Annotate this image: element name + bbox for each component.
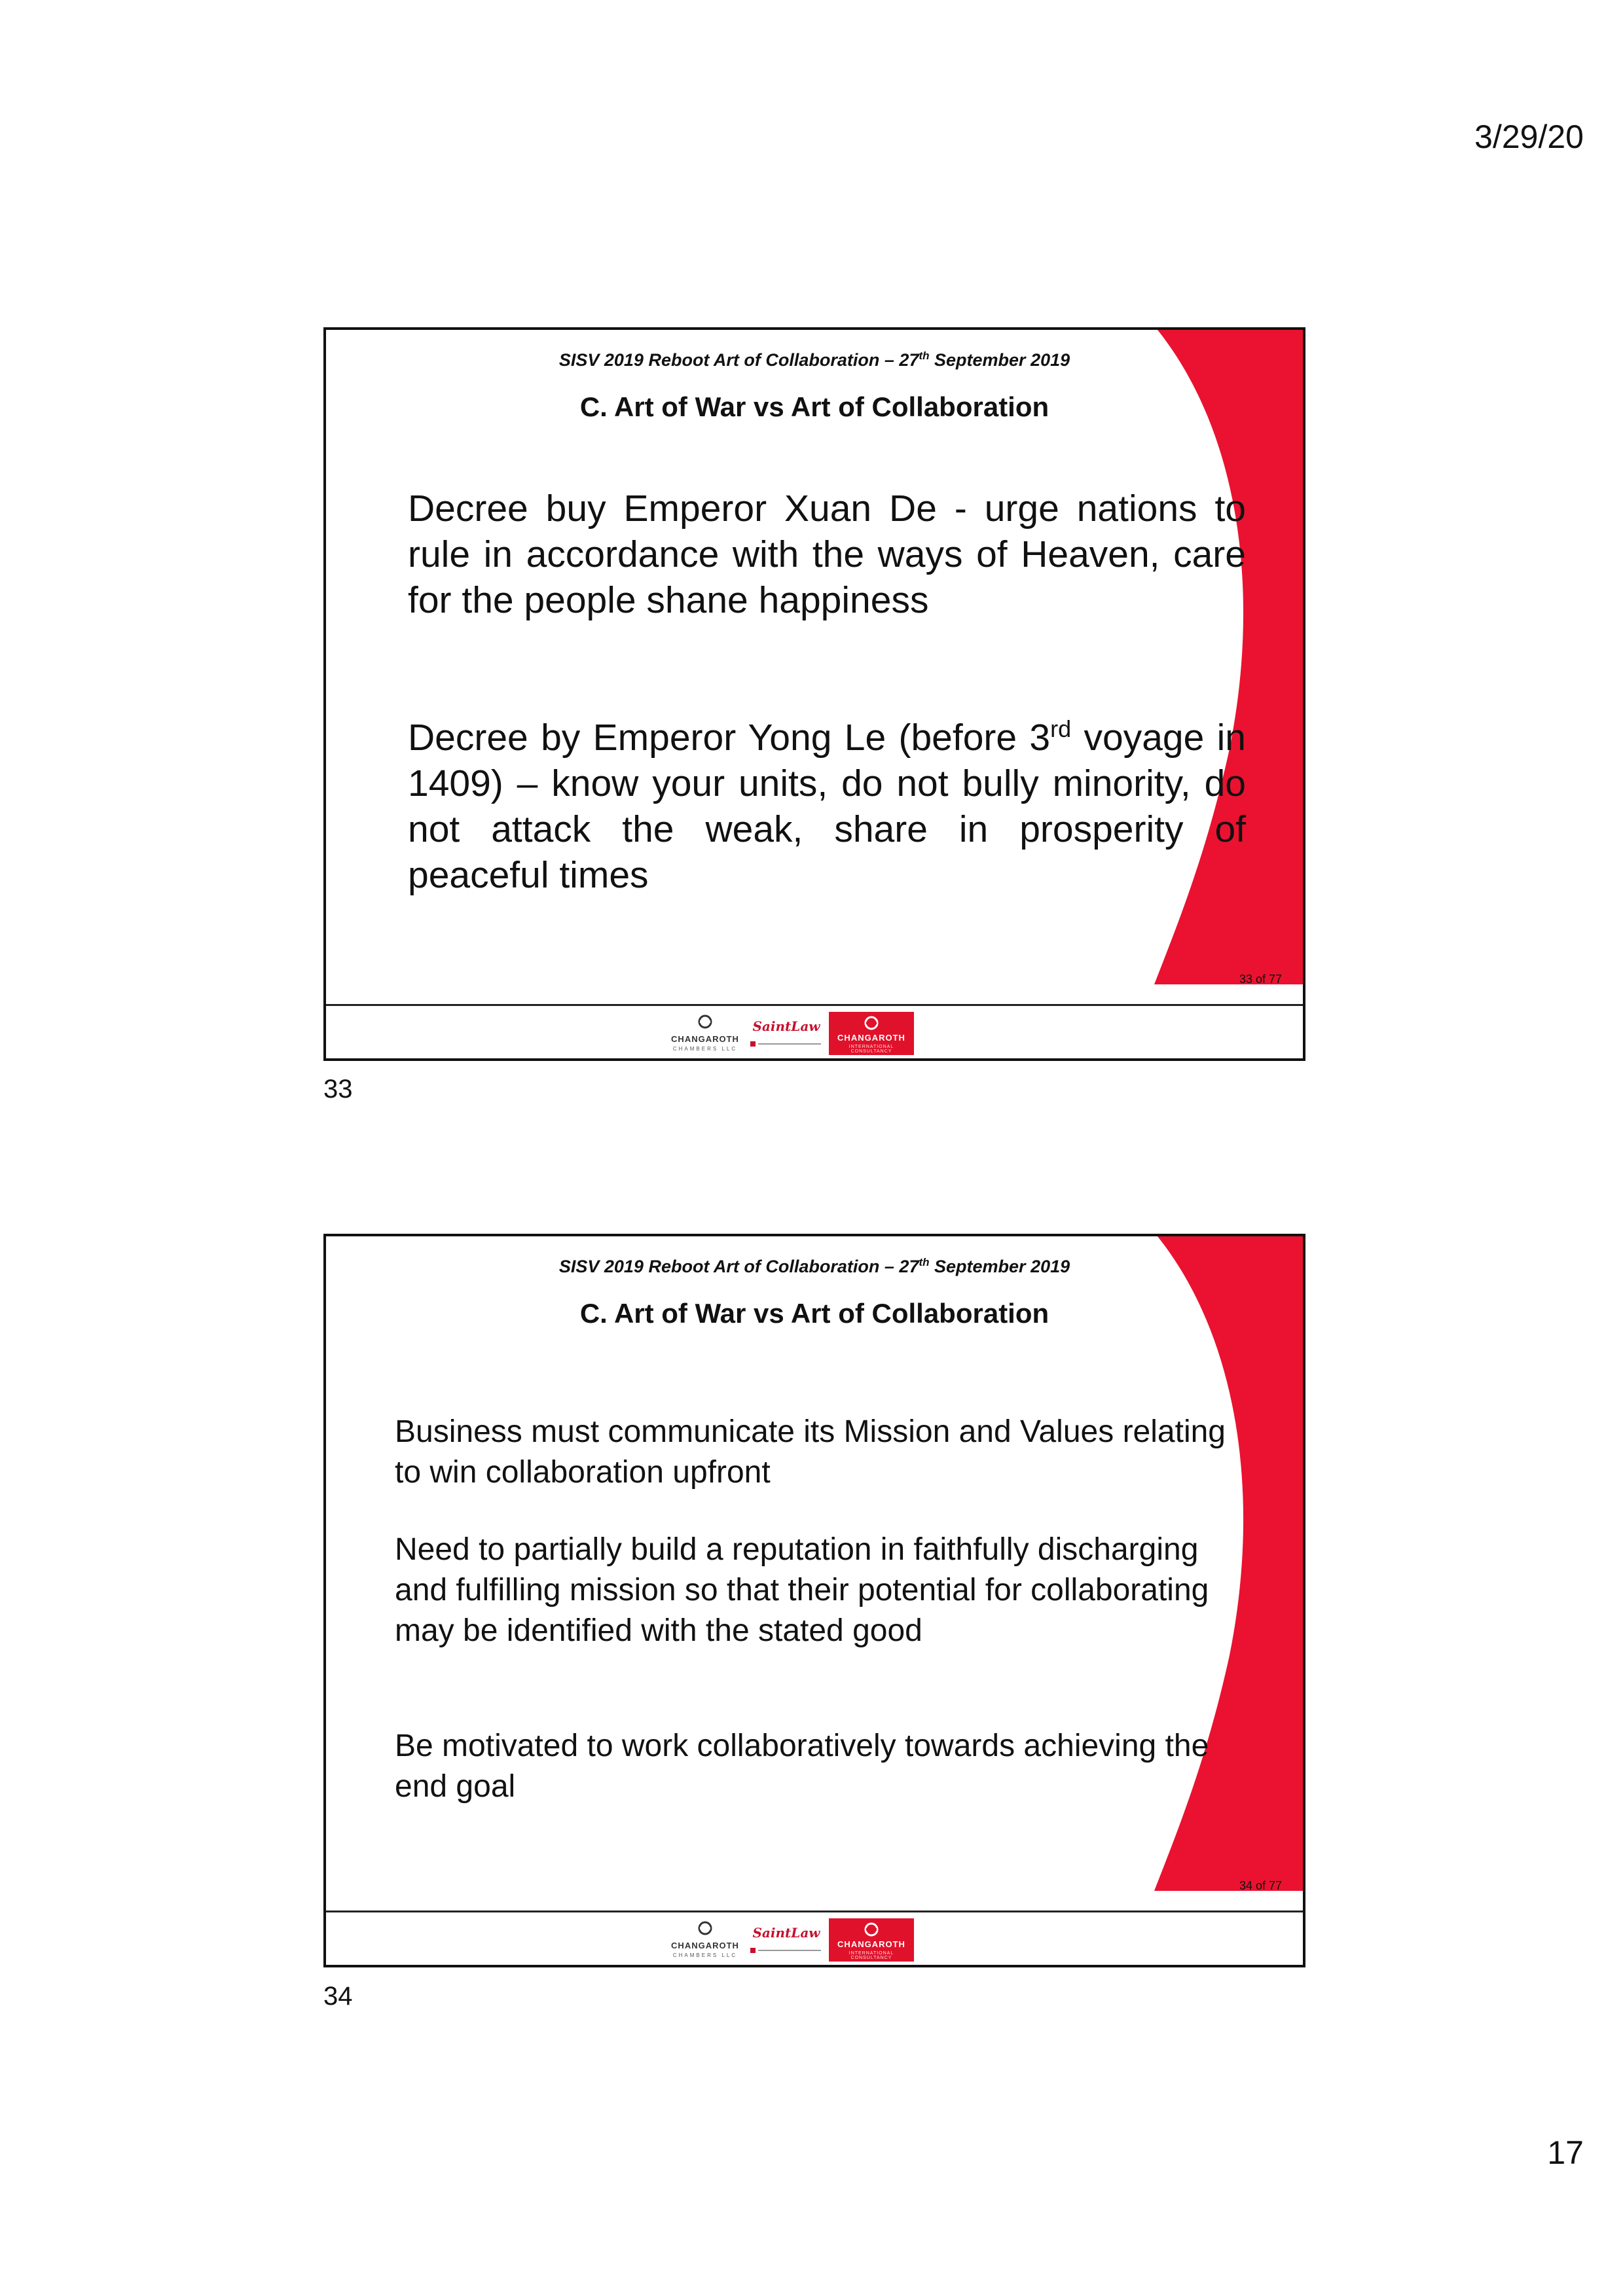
saintlaw-logo-icon: SaintLaw	[748, 1918, 825, 1962]
slide-counter: 34 of 77	[1239, 1879, 1282, 1892]
changaroth-logo-icon: CHANGAROTH CHAMBERS LLC	[666, 1012, 744, 1055]
slide-paragraph: Need to partially build a reputation in faithfully discharging and fulfilling mission so that their potential for collaborating may be identified with the stated good	[395, 1532, 1209, 1648]
slide-header: SISV 2019 Reboot Art of Collaboration – 27th September 2019	[558, 350, 1070, 370]
page-number: 17	[1547, 2134, 1584, 2171]
slide-paragraph: Decree buy Emperor Xuan De - urge nations to rule in accordance with the ways of Heaven, care for the people shane happiness	[408, 488, 1246, 621]
slide-thumbnail	[323, 327, 1305, 1061]
slide-number: 33	[323, 1075, 353, 1103]
red-swoosh-decoration	[326, 330, 1303, 1058]
footer-divider	[326, 1910, 1303, 1912]
slide-thumbnail	[323, 1234, 1305, 1967]
saintlaw-logo-icon: SaintLaw	[748, 1012, 825, 1055]
slide-paragraph: Be motivated to work collaboratively towards achieving the end goal	[395, 1729, 1209, 1804]
changaroth-intl-logo-icon: CHANGAROTH INTERNATIONAL CONSULTANCY	[829, 1012, 914, 1055]
changaroth-logo-icon: CHANGAROTH CHAMBERS LLC	[666, 1918, 744, 1962]
slide-title: C. Art of War vs Art of Collaboration	[579, 391, 1049, 422]
page-date: 3/29/20	[1474, 118, 1584, 155]
slide-counter: 33 of 77	[1239, 973, 1282, 986]
footer-logos	[666, 1012, 928, 1055]
slide-title: C. Art of War vs Art of Collaboration	[579, 1298, 1049, 1329]
slide-number: 34	[323, 1982, 353, 2011]
slide-paragraph: Business must communicate its Mission and Values relating to win collaboration upfront	[395, 1414, 1226, 1490]
footer-divider	[326, 1004, 1303, 1006]
slide-paragraph: Decree by Emperor Yong Le (before 3rd voyage in 1409) – know your units, do not bully minority, do not attack the weak, share in prosperity of peaceful times	[408, 715, 1247, 896]
footer-logos	[666, 1918, 928, 1962]
slide-header: SISV 2019 Reboot Art of Collaboration – 27th September 2019	[558, 1256, 1070, 1276]
changaroth-intl-logo-icon: CHANGAROTH INTERNATIONAL CONSULTANCY	[829, 1918, 914, 1962]
